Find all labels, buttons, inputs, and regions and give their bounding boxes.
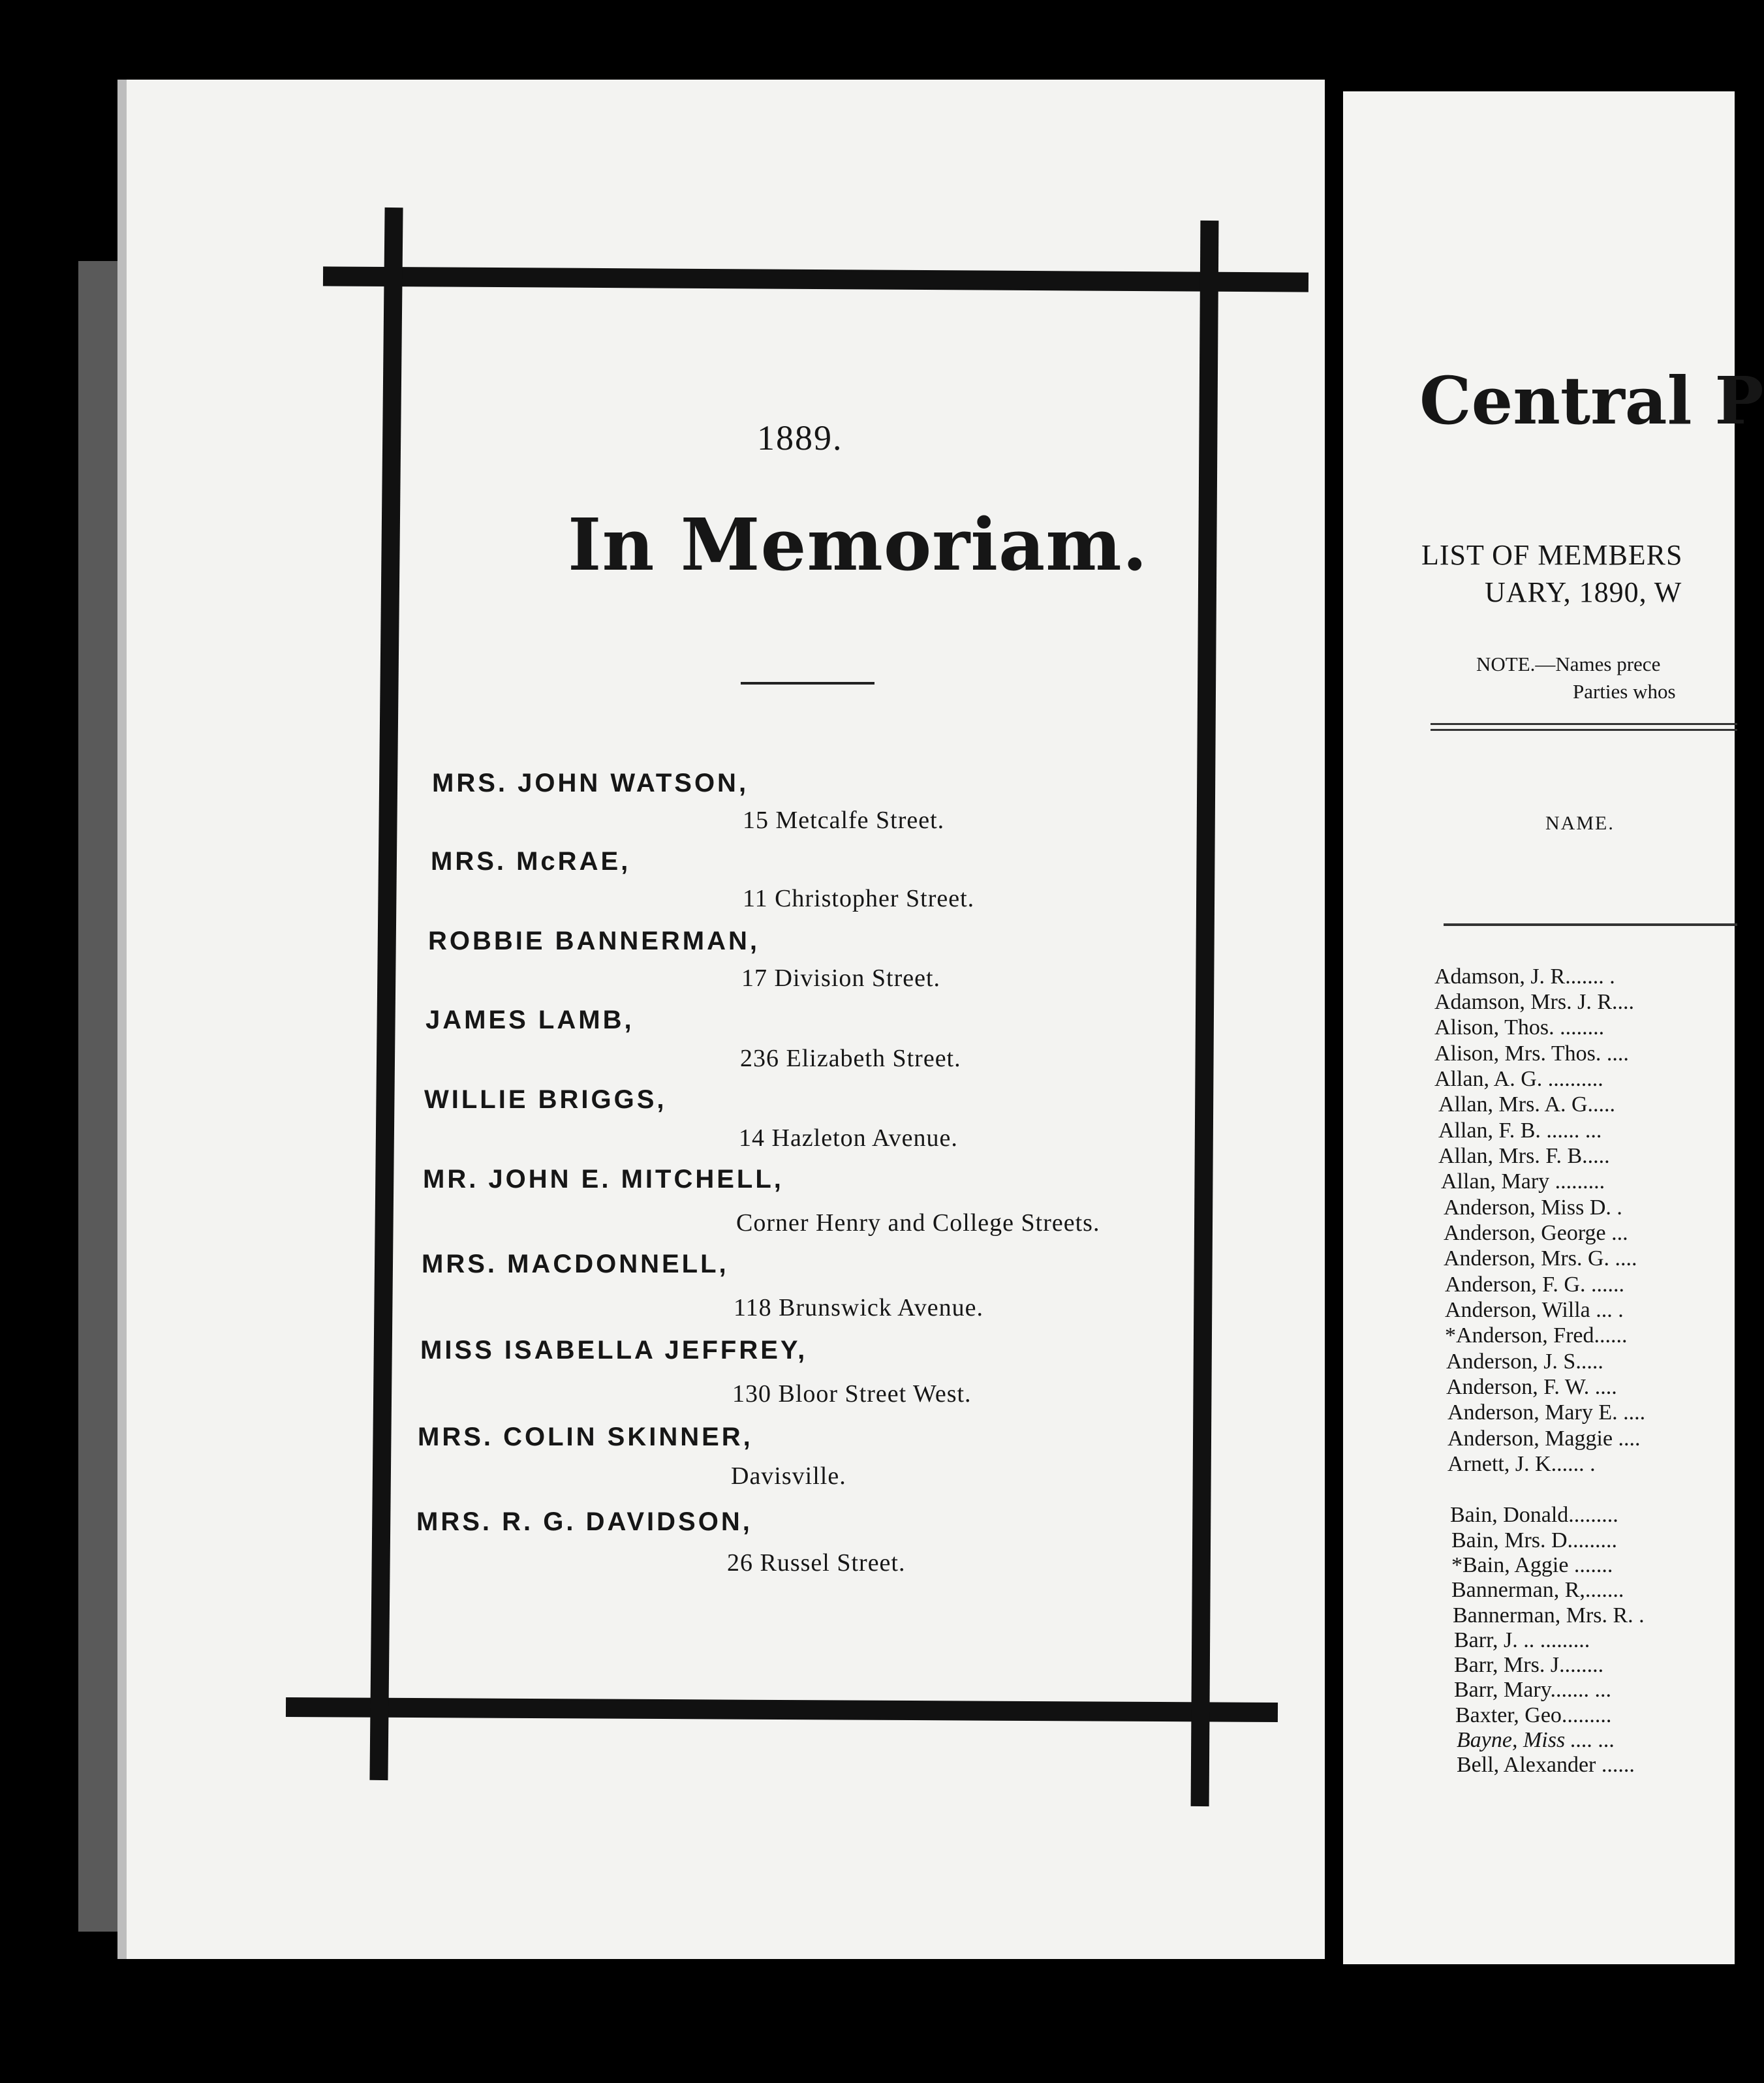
- list-item: Adamson, Mrs. J. R....: [1434, 990, 1635, 1014]
- year-heading: 1889.: [757, 418, 843, 457]
- entry-name: WILLIE BRIGGS,: [424, 1085, 667, 1114]
- list-item: Bannerman, R,.......: [1451, 1578, 1624, 1602]
- entry-address: 11 Christopher Street.: [743, 885, 975, 912]
- list-item: Anderson, George ...: [1444, 1221, 1628, 1245]
- list-item: Allan, F. B. ...... ...: [1438, 1119, 1602, 1143]
- list-item: Arnett, J. K...... .: [1447, 1452, 1596, 1476]
- list-item: Anderson, F. W. ....: [1446, 1375, 1617, 1399]
- entry-name: MRS. MACDONNELL,: [422, 1250, 729, 1278]
- list-item: Adamson, J. R....... .: [1434, 964, 1615, 989]
- title-rule: [741, 682, 874, 685]
- right-page-heading: Central P: [1419, 362, 1764, 439]
- list-item: Alison, Mrs. Thos. ....: [1434, 1042, 1629, 1066]
- list-item: Allan, Mary .........: [1441, 1169, 1605, 1194]
- entry-address: 17 Division Street.: [741, 964, 941, 992]
- right-page-subtitle-2: UARY, 1890, W: [1485, 576, 1682, 608]
- double-rule-bottom: [1431, 729, 1737, 731]
- list-item: Anderson, J. S.....: [1446, 1350, 1603, 1374]
- entry-name: MRS. McRAE,: [431, 847, 631, 876]
- list-item: Bannerman, Mrs. R. .: [1453, 1603, 1645, 1628]
- double-rule-top: [1431, 723, 1737, 725]
- list-item: Barr, J. .. .........: [1454, 1628, 1590, 1652]
- list-item: Anderson, Miss D. .: [1444, 1196, 1622, 1220]
- list-item: Bain, Mrs. D.........: [1451, 1528, 1618, 1552]
- column-header-rule: [1444, 923, 1737, 926]
- list-item: Allan, Mrs. A. G.....: [1438, 1092, 1616, 1117]
- entry-address: 118 Brunswick Avenue.: [734, 1294, 984, 1321]
- list-item: *Anderson, Fred......: [1445, 1323, 1628, 1348]
- list-item: Anderson, Mary E. ....: [1447, 1400, 1646, 1425]
- entry-name: MISS ISABELLA JEFFREY,: [420, 1336, 808, 1365]
- book-gutter: [1325, 78, 1343, 1971]
- entry-name: JAMES LAMB,: [426, 1006, 634, 1034]
- list-item: Bell, Alexander ......: [1457, 1753, 1635, 1777]
- right-page-note-1: NOTE.—Names prece: [1476, 653, 1661, 675]
- entry-address: Corner Henry and College Streets.: [736, 1209, 1100, 1237]
- list-item: Bayne, Miss .... ...: [1457, 1728, 1615, 1752]
- list-item: Barr, Mary....... ...: [1454, 1678, 1611, 1702]
- list-item: Allan, A. G. ..........: [1434, 1067, 1603, 1091]
- list-item: Alison, Thos. ........: [1434, 1015, 1605, 1040]
- entry-address: 130 Bloor Street West.: [732, 1380, 972, 1408]
- list-item: Anderson, F. G. ......: [1445, 1273, 1624, 1297]
- entry-address: 15 Metcalfe Street.: [743, 807, 945, 834]
- left-page: [117, 80, 1325, 1959]
- list-item: Anderson, Maggie ....: [1447, 1427, 1641, 1451]
- entry-name: MRS. R. G. DAVIDSON,: [416, 1507, 752, 1536]
- list-item: *Bain, Aggie .......: [1451, 1553, 1613, 1577]
- in-memoriam-title: In Memoriam.: [568, 502, 1148, 587]
- entry-name: MRS. COLIN SKINNER,: [418, 1423, 753, 1451]
- list-item: Allan, Mrs. F. B.....: [1438, 1144, 1610, 1168]
- right-page-subtitle-1: LIST OF MEMBERS: [1421, 539, 1683, 571]
- entry-address: 14 Hazleton Avenue.: [739, 1124, 958, 1152]
- list-item: Anderson, Mrs. G. ....: [1444, 1246, 1637, 1271]
- entry-address: Davisville.: [731, 1462, 846, 1490]
- list-item: Bain, Donald.........: [1450, 1503, 1618, 1527]
- entry-name: MR. JOHN E. MITCHELL,: [423, 1165, 784, 1194]
- column-header-name: NAME.: [1545, 812, 1615, 834]
- entry-name: MRS. JOHN WATSON,: [432, 769, 749, 797]
- entry-name: ROBBIE BANNERMAN,: [428, 927, 760, 955]
- list-item: Barr, Mrs. J........: [1454, 1653, 1604, 1677]
- list-item: Baxter, Geo.........: [1455, 1703, 1612, 1727]
- right-page-note-2: Parties whos: [1573, 680, 1676, 703]
- entry-address: 26 Russel Street.: [727, 1549, 906, 1577]
- entry-address: 236 Elizabeth Street.: [740, 1045, 961, 1072]
- list-item: Anderson, Willa ... .: [1445, 1298, 1624, 1322]
